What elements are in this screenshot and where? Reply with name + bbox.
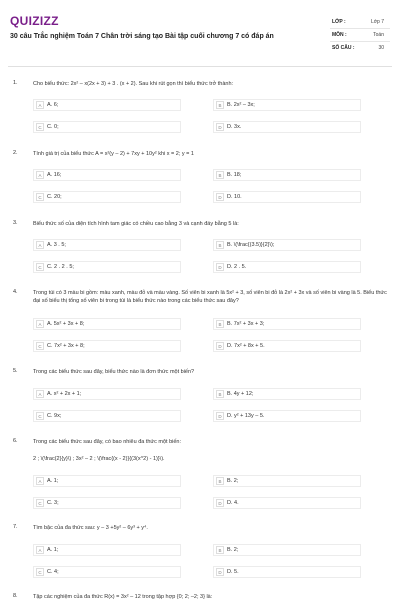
question-number: 6.	[13, 438, 18, 444]
header-divider	[8, 66, 392, 67]
option-a[interactable]: A A. 6;	[33, 99, 181, 111]
option-c[interactable]: C C. 9x;	[33, 410, 181, 422]
option-c[interactable]: C C. 7x² + 3x + 8;	[33, 340, 181, 352]
option-b[interactable]: B B. 2;	[213, 544, 361, 556]
option-a[interactable]: A A. 16;	[33, 169, 181, 181]
question-text: Biểu thức số của diện tích hình tam giác có chiều cao bằng 3 và cạnh đáy bằng 5 là:	[33, 221, 239, 227]
question-text: Tập các nghiệm của đa thức R(x) = 3x² – 12 trong tập hợp {0; 2; –2; 3} là:	[33, 594, 213, 600]
meta-count: SỐ CÂU : 30	[330, 41, 390, 54]
option-b[interactable]: B B. \(\frac{(3.5)}{2}\);	[213, 239, 361, 251]
quizizz-logo: QUIZIZZ	[10, 14, 59, 28]
option-d[interactable]: D D. y² + 13y – 5.	[213, 410, 361, 422]
question-number: 8.	[13, 593, 18, 599]
question-number: 1.	[13, 80, 18, 86]
option-d[interactable]: D D. 4.	[213, 497, 361, 509]
meta-box	[330, 16, 390, 54]
question-number: 2.	[13, 150, 18, 156]
option-b[interactable]: B B. 7x² + 3x + 3;	[213, 318, 361, 330]
question-text: Trong túi có 3 màu bi gồm: màu xanh, màu đỏ và màu vàng. Số viên bi xanh là 5x² + 3, số viên bi đỏ là 2x² + 3x và số viên bi vàng là 5. Biểu thức đại số biểu thị tổng số viên bi trong túi là biểu thức nào trong các biểu thức sau đây?	[33, 290, 387, 304]
question-text: Tính giá trị của biểu thức A = x²(y – 2) + 7xy + 10y² khi x = 2; y = 1	[33, 151, 194, 157]
option-a[interactable]: A A. 5x² + 3x + 8;	[33, 318, 181, 330]
question-text: Tìm bậc của đa thức sau: y – 3 +5y² – 6y³ + y⁴.	[33, 525, 148, 531]
option-a[interactable]: A A. 1;	[33, 544, 181, 556]
option-d[interactable]: D D. 5.	[213, 566, 361, 578]
question-number: 5.	[13, 368, 18, 374]
question-number: 3.	[13, 220, 18, 226]
meta-subject: MÔN : Toán	[330, 28, 390, 41]
option-c[interactable]: C C. 0;	[33, 121, 181, 133]
question-subtext: 2 ; \(\frac{2}{y}\) ; 3x² – 2 ; \(\frac{(x - 2)}{(3(x^2) - 1)}\).	[33, 456, 165, 462]
option-b[interactable]: B B. 2;	[213, 475, 361, 487]
option-b[interactable]: B B. 18;	[213, 169, 361, 181]
question-text: Trong các biểu thức sau đây, có bao nhiêu đa thức một biến:	[33, 439, 182, 445]
option-c[interactable]: C C. 4;	[33, 566, 181, 578]
option-a[interactable]: A A. 3 . 5;	[33, 239, 181, 251]
option-a[interactable]: A A. x² + 2x + 1;	[33, 388, 181, 400]
question-text: Cho biểu thức: 2x² – x(2x + 3) + 3 . (x + 2). Sau khi rút gọn thì biểu thức trở thành:	[33, 81, 234, 87]
option-d[interactable]: D D. 2 . 5.	[213, 261, 361, 273]
question-number: 4.	[13, 289, 18, 295]
option-c[interactable]: C C. 2 . 2 . 5;	[33, 261, 181, 273]
option-b[interactable]: B B. 4y + 12;	[213, 388, 361, 400]
document-header	[0, 0, 400, 64]
meta-class: LỚP : Lớp 7	[332, 19, 384, 25]
option-c[interactable]: C C. 3;	[33, 497, 181, 509]
option-d[interactable]: D D. 3x.	[213, 121, 361, 133]
option-b[interactable]: B B. 2x² – 3x;	[213, 99, 361, 111]
option-a[interactable]: A A. 1;	[33, 475, 181, 487]
option-d[interactable]: D D. 7x² + 8x + 5.	[213, 340, 361, 352]
option-c[interactable]: C C. 20;	[33, 191, 181, 203]
option-d[interactable]: D D. 10.	[213, 191, 361, 203]
document-title: 30 câu Trắc nghiệm Toán 7 Chân trời sáng tạo Bài tập cuối chương 7 có đáp án	[10, 33, 274, 40]
question-number: 7.	[13, 524, 18, 530]
question-text: Trong các biểu thức sau đây, biểu thức nào là đơn thức một biến?	[33, 369, 195, 375]
